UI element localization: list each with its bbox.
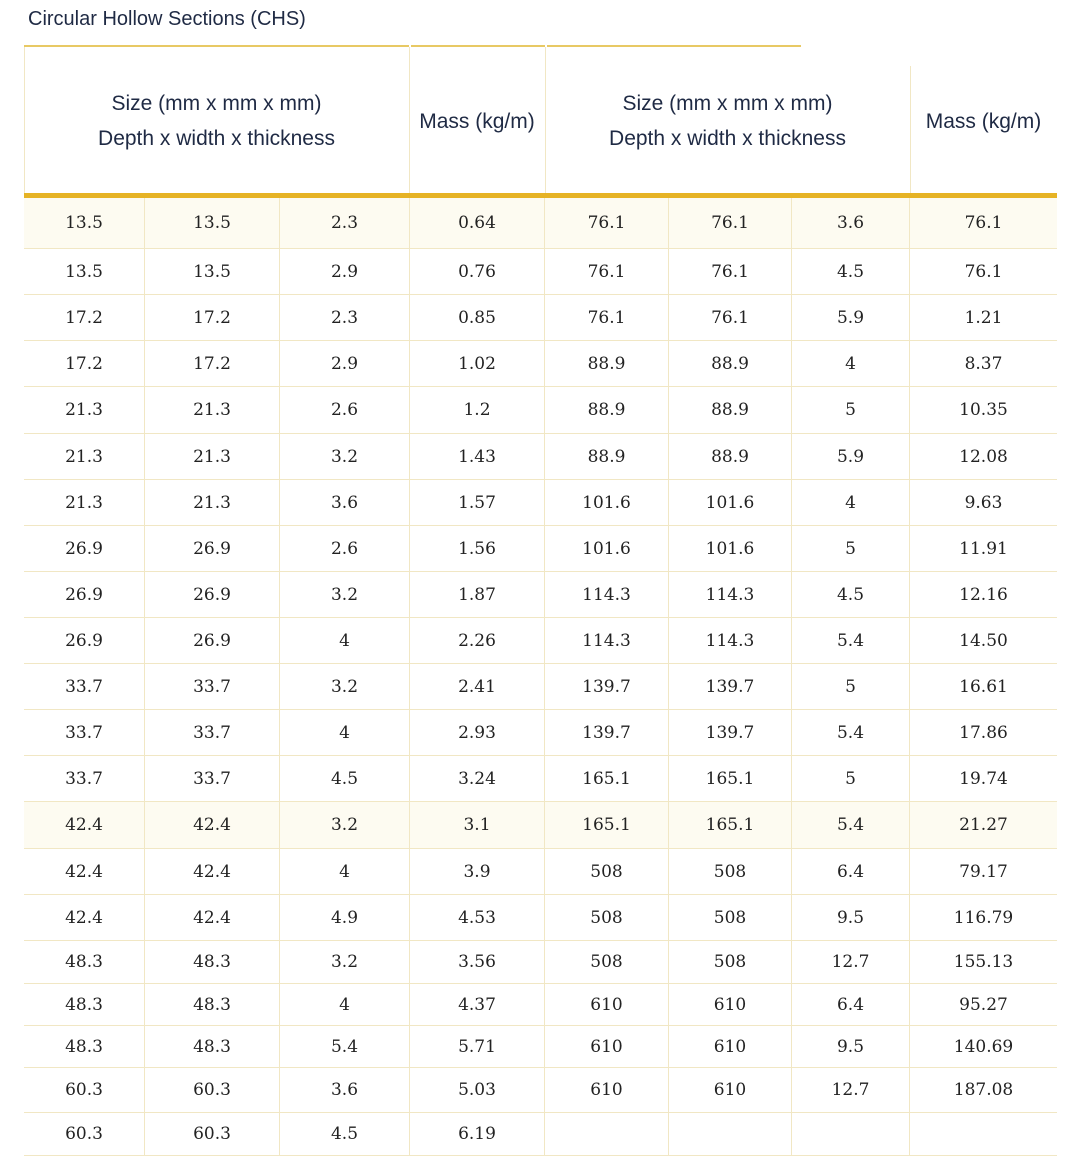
cell-width: 48.3 bbox=[145, 984, 280, 1025]
cell-depth-2: 76.1 bbox=[545, 295, 669, 340]
cell-thickness-2: 4.5 bbox=[792, 572, 910, 617]
cell-depth-2: 88.9 bbox=[545, 341, 669, 386]
table-row bbox=[24, 984, 1057, 1026]
cell-width: 42.4 bbox=[145, 849, 280, 894]
cell-thickness: 4.5 bbox=[280, 756, 410, 801]
cell-depth-2: 101.6 bbox=[545, 480, 669, 525]
cell-depth-2: 165.1 bbox=[545, 802, 669, 848]
cell-width-2: 610 bbox=[669, 1026, 792, 1067]
cell-width-2: 88.9 bbox=[669, 341, 792, 386]
cell-mass-2: 12.08 bbox=[959, 446, 1008, 467]
cell-thickness: 3.2 bbox=[280, 572, 410, 617]
cell-thickness: 3.6 bbox=[280, 480, 410, 525]
cell-thickness: 3.2 bbox=[280, 664, 410, 709]
cell-mass: 3.56 bbox=[410, 941, 545, 983]
cell-depth: 60.3 bbox=[24, 1068, 145, 1112]
cell-mass: 5.03 bbox=[410, 1068, 545, 1112]
cell-thickness-2: 4 bbox=[792, 480, 910, 525]
header-mass: Mass (kg/m) bbox=[419, 110, 535, 133]
cell-mass: 0.76 bbox=[410, 249, 545, 294]
cell-width-2: 508 bbox=[669, 941, 792, 983]
cell-mass-2: 76.1 bbox=[964, 213, 1003, 233]
header-size-line1: Size (mm x mm x mm) bbox=[111, 92, 322, 115]
cell-depth-2: 139.7 bbox=[545, 664, 669, 709]
cell-thickness: 4 bbox=[280, 618, 410, 663]
cell-thickness-2: 5 bbox=[792, 387, 910, 433]
cell-mass-2: 140.69 bbox=[953, 1036, 1014, 1057]
table-row bbox=[24, 849, 1057, 895]
cell-width-2 bbox=[669, 1113, 792, 1155]
cell-depth: 26.9 bbox=[24, 572, 145, 617]
cell-width-2: 610 bbox=[669, 1068, 792, 1112]
table-row bbox=[24, 434, 1057, 480]
cell-thickness: 3.2 bbox=[280, 434, 410, 479]
cell-mass: 1.57 bbox=[410, 480, 545, 525]
cell-width-2: 101.6 bbox=[669, 480, 792, 525]
cell-mass-2: 11.91 bbox=[959, 538, 1008, 559]
table-row bbox=[24, 618, 1057, 664]
cell-width-2: 88.9 bbox=[669, 387, 792, 433]
cell-mass-2: 21.27 bbox=[959, 815, 1008, 835]
cell-depth-2: 508 bbox=[545, 849, 669, 894]
cell-mass-2: 155.13 bbox=[953, 952, 1014, 972]
cell-mass: 3.9 bbox=[410, 849, 545, 894]
cell-mass: 1.43 bbox=[410, 434, 545, 479]
cell-width: 21.3 bbox=[145, 434, 280, 479]
header-top-rule bbox=[24, 45, 409, 47]
cell-mass-2: 116.79 bbox=[953, 907, 1014, 928]
table-row bbox=[24, 295, 1057, 341]
cell-width-2: 114.3 bbox=[669, 572, 792, 617]
cell-depth-2 bbox=[545, 1113, 669, 1155]
cell-depth-2: 88.9 bbox=[545, 387, 669, 433]
cell-thickness-2: 5.4 bbox=[792, 710, 910, 755]
cell-thickness-2: 5 bbox=[792, 756, 910, 801]
cell-mass: 1.87 bbox=[410, 572, 545, 617]
cell-mass-2: 1.21 bbox=[964, 307, 1003, 328]
cell-width-2: 508 bbox=[669, 895, 792, 940]
cell-thickness-2: 6.4 bbox=[792, 984, 910, 1025]
header-size2-line2: Depth x width x thickness bbox=[609, 127, 846, 150]
cell-thickness-2 bbox=[792, 1113, 910, 1155]
cell-depth-2: 610 bbox=[545, 1026, 669, 1067]
cell-thickness-2: 5.9 bbox=[792, 434, 910, 479]
cell-thickness-2: 5.4 bbox=[792, 802, 910, 848]
cell-thickness-2: 4.5 bbox=[792, 249, 910, 294]
cell-thickness: 2.9 bbox=[280, 341, 410, 386]
cell-width: 17.2 bbox=[145, 341, 280, 386]
cell-thickness-2: 5.4 bbox=[792, 618, 910, 663]
cell-mass-2: 79.17 bbox=[959, 861, 1008, 882]
cell-depth: 26.9 bbox=[24, 618, 145, 663]
cell-width: 21.3 bbox=[145, 387, 280, 433]
cell-mass: 4.37 bbox=[410, 984, 545, 1025]
cell-width: 26.9 bbox=[145, 526, 280, 571]
cell-thickness: 2.3 bbox=[280, 198, 410, 248]
cell-width: 42.4 bbox=[145, 895, 280, 940]
cell-mass: 6.19 bbox=[410, 1113, 545, 1155]
cell-depth-2: 165.1 bbox=[545, 756, 669, 801]
cell-thickness-2: 9.5 bbox=[792, 1026, 910, 1067]
table-row bbox=[24, 480, 1057, 526]
table-row bbox=[24, 572, 1057, 618]
cell-thickness-2: 6.4 bbox=[792, 849, 910, 894]
cell-thickness-2: 5 bbox=[792, 526, 910, 571]
cell-thickness: 4.9 bbox=[280, 895, 410, 940]
cell-depth: 48.3 bbox=[24, 1026, 145, 1067]
cell-depth-2: 610 bbox=[545, 984, 669, 1025]
cell-thickness: 3.6 bbox=[280, 1068, 410, 1112]
cell-width: 13.5 bbox=[145, 198, 280, 248]
cell-width-2: 165.1 bbox=[669, 802, 792, 848]
cell-thickness: 3.2 bbox=[280, 941, 410, 983]
table-row bbox=[24, 198, 1057, 249]
cell-thickness: 3.2 bbox=[280, 802, 410, 848]
cell-width-2: 508 bbox=[669, 849, 792, 894]
cell-width-2: 165.1 bbox=[669, 756, 792, 801]
cell-thickness: 4 bbox=[280, 710, 410, 755]
cell-depth: 33.7 bbox=[24, 756, 145, 801]
cell-mass: 5.71 bbox=[410, 1026, 545, 1067]
table-row bbox=[24, 249, 1057, 295]
cell-mass-2: 9.63 bbox=[964, 492, 1003, 513]
cell-mass: 0.64 bbox=[410, 198, 545, 248]
table-row bbox=[24, 1068, 1057, 1113]
cell-depth: 42.4 bbox=[24, 802, 145, 848]
cell-depth-2: 139.7 bbox=[545, 710, 669, 755]
cell-thickness: 5.4 bbox=[280, 1026, 410, 1067]
cell-depth: 48.3 bbox=[24, 984, 145, 1025]
cell-depth-2: 508 bbox=[545, 895, 669, 940]
cell-depth: 42.4 bbox=[24, 849, 145, 894]
cell-width-2: 88.9 bbox=[669, 434, 792, 479]
table-row bbox=[24, 387, 1057, 434]
cell-width: 21.3 bbox=[145, 480, 280, 525]
table-row bbox=[24, 664, 1057, 710]
cell-width: 48.3 bbox=[145, 941, 280, 983]
cell-depth-2: 88.9 bbox=[545, 434, 669, 479]
cell-mass: 1.2 bbox=[410, 387, 545, 433]
cell-thickness: 4.5 bbox=[280, 1113, 410, 1155]
cell-width: 60.3 bbox=[145, 1068, 280, 1112]
cell-width: 48.3 bbox=[145, 1026, 280, 1067]
cell-width-2: 139.7 bbox=[669, 664, 792, 709]
cell-thickness: 4 bbox=[280, 849, 410, 894]
cell-thickness: 2.3 bbox=[280, 295, 410, 340]
cell-mass: 3.24 bbox=[410, 756, 545, 801]
cell-mass: 2.41 bbox=[410, 664, 545, 709]
cell-width-2: 139.7 bbox=[669, 710, 792, 755]
cell-mass-2: 19.74 bbox=[959, 768, 1008, 789]
header-top-rule bbox=[547, 45, 801, 47]
cell-mass-2: 12.16 bbox=[959, 584, 1008, 605]
cell-thickness: 2.9 bbox=[280, 249, 410, 294]
cell-width-2: 101.6 bbox=[669, 526, 792, 571]
cell-width: 17.2 bbox=[145, 295, 280, 340]
cell-mass-2: 95.27 bbox=[959, 994, 1008, 1015]
cell-thickness-2: 9.5 bbox=[792, 895, 910, 940]
cell-depth: 60.3 bbox=[24, 1113, 145, 1155]
cell-mass: 1.56 bbox=[410, 526, 545, 571]
cell-depth-2: 114.3 bbox=[545, 572, 669, 617]
cell-width: 33.7 bbox=[145, 664, 280, 709]
cell-mass-2: 187.08 bbox=[953, 1080, 1014, 1100]
cell-width: 33.7 bbox=[145, 710, 280, 755]
cell-mass-2 bbox=[910, 1113, 1057, 1155]
header-size bbox=[24, 86, 409, 156]
cell-mass: 2.26 bbox=[410, 618, 545, 663]
cell-depth: 48.3 bbox=[24, 941, 145, 983]
cell-width: 60.3 bbox=[145, 1113, 280, 1155]
cell-mass: 1.02 bbox=[410, 341, 545, 386]
cell-depth: 13.5 bbox=[24, 198, 145, 248]
header-top-rule bbox=[411, 45, 545, 47]
cell-mass-2: 14.50 bbox=[959, 630, 1008, 651]
cell-width: 42.4 bbox=[145, 802, 280, 848]
cell-thickness-2: 5.9 bbox=[792, 295, 910, 340]
cell-mass: 2.93 bbox=[410, 710, 545, 755]
header-size-2 bbox=[545, 86, 910, 156]
table-row bbox=[24, 941, 1057, 984]
cell-mass-2: 17.86 bbox=[959, 722, 1008, 743]
cell-thickness-2: 5 bbox=[792, 664, 910, 709]
cell-width-2: 76.1 bbox=[669, 198, 792, 248]
cell-width: 13.5 bbox=[145, 249, 280, 294]
cell-mass: 3.1 bbox=[410, 802, 545, 848]
cell-thickness: 2.6 bbox=[280, 526, 410, 571]
table-row bbox=[24, 341, 1057, 387]
table-row bbox=[24, 756, 1057, 802]
cell-thickness-2: 12.7 bbox=[792, 941, 910, 983]
cell-mass-2: 10.35 bbox=[959, 400, 1008, 420]
cell-depth: 21.3 bbox=[24, 387, 145, 433]
cell-mass-2: 8.37 bbox=[964, 353, 1003, 374]
cell-width: 26.9 bbox=[145, 572, 280, 617]
cell-thickness: 2.6 bbox=[280, 387, 410, 433]
cell-mass: 0.85 bbox=[410, 295, 545, 340]
cell-width: 26.9 bbox=[145, 618, 280, 663]
table-row bbox=[24, 1026, 1057, 1068]
table-row bbox=[24, 895, 1057, 941]
table-row bbox=[24, 526, 1057, 572]
cell-depth: 33.7 bbox=[24, 664, 145, 709]
cell-depth-2: 508 bbox=[545, 941, 669, 983]
cell-mass-2: 16.61 bbox=[959, 676, 1008, 697]
cell-depth: 21.3 bbox=[24, 480, 145, 525]
page-title: Circular Hollow Sections (CHS) bbox=[28, 8, 306, 30]
cell-width: 33.7 bbox=[145, 756, 280, 801]
cell-depth-2: 76.1 bbox=[545, 249, 669, 294]
cell-width-2: 114.3 bbox=[669, 618, 792, 663]
cell-thickness: 4 bbox=[280, 984, 410, 1025]
cell-thickness-2: 12.7 bbox=[792, 1068, 910, 1112]
cell-depth-2: 76.1 bbox=[545, 198, 669, 248]
cell-depth: 33.7 bbox=[24, 710, 145, 755]
table-row bbox=[24, 802, 1057, 849]
cell-depth: 13.5 bbox=[24, 249, 145, 294]
cell-depth-2: 610 bbox=[545, 1068, 669, 1112]
header-size-line2: Depth x width x thickness bbox=[98, 127, 335, 150]
cell-mass-2: 76.1 bbox=[964, 261, 1003, 282]
table-row bbox=[24, 1113, 1057, 1156]
cell-thickness-2: 4 bbox=[792, 341, 910, 386]
cell-mass: 4.53 bbox=[410, 895, 545, 940]
cell-depth-2: 101.6 bbox=[545, 526, 669, 571]
cell-depth: 26.9 bbox=[24, 526, 145, 571]
cell-depth: 42.4 bbox=[24, 895, 145, 940]
cell-depth: 21.3 bbox=[24, 434, 145, 479]
cell-thickness-2: 3.6 bbox=[792, 198, 910, 248]
chs-table bbox=[24, 198, 1057, 1156]
cell-depth: 17.2 bbox=[24, 341, 145, 386]
cell-depth: 17.2 bbox=[24, 295, 145, 340]
cell-width-2: 610 bbox=[669, 984, 792, 1025]
cell-width-2: 76.1 bbox=[669, 295, 792, 340]
table-row bbox=[24, 710, 1057, 756]
header-size2-line1: Size (mm x mm x mm) bbox=[622, 92, 833, 115]
cell-width-2: 76.1 bbox=[669, 249, 792, 294]
header-mass-2: Mass (kg/m) bbox=[925, 110, 1042, 133]
cell-depth-2: 114.3 bbox=[545, 618, 669, 663]
